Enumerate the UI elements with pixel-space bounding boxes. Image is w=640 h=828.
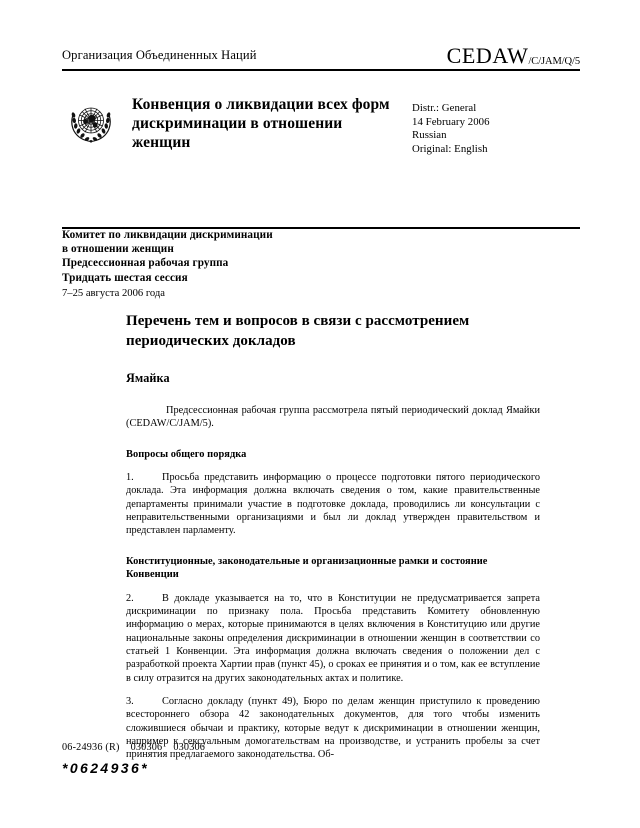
paragraph-1-number: 1.: [126, 472, 134, 483]
distribution-type: Distr.: General: [412, 102, 477, 114]
paragraph-2-text: В докладе указывается на то, что в Конституции не предусматривается запрета дискриминации по признаку пола. Просьба представить Комитету обновленную информацию о мерах, которые принимаются в целях включения в Конституцию или другие национальные законы определения дискриминации в отношении женщин в соответствии со статьей 1 Конвенции. Эта информация должна включать сведения о положении дел с разработкой проекта Хартии прав (пункт 45), о сроках ее принятия и о том, как ее вступление в силу отразится на других законодательных актах и политике.: [126, 592, 540, 684]
committee-name-line1: Комитет по ликвидации дискриминации: [62, 229, 273, 241]
section-heading-general: Вопросы общего порядка: [126, 448, 247, 460]
paragraph-3-number: 3.: [126, 695, 134, 707]
committee-working-group: Предсессионная рабочая группа: [62, 257, 229, 270]
paragraph-2-number: 2.: [126, 592, 134, 604]
convention-title: Конвенция о ликвидации всех форм дискриминации в отношении женщин: [132, 96, 390, 151]
masthead-divider: [62, 69, 580, 71]
un-emblem-icon: [65, 100, 117, 146]
paragraph-2: [126, 592, 540, 685]
document-symbol-suffix: /C/JAM/Q/5: [528, 56, 580, 67]
job-number: 06-24936 (R) 030306 030306: [62, 742, 206, 753]
distribution-date: 14 February 2006: [412, 115, 490, 128]
organization-name: Организация Объединенных Наций: [62, 48, 257, 62]
masthead-body: [62, 78, 580, 156]
masthead: [62, 43, 580, 156]
document-symbol-main: CEDAW: [446, 43, 529, 68]
page-footer: [62, 742, 580, 776]
distribution-info: [412, 102, 490, 156]
paragraph-1-text: Просьба представить информацию о процессе подготовки пятого периодического доклада. Эта информация должна включать сведения о том, какие правительственные департаменты принимали участие в подготовке доклада, проводились ли консультации с неправительственными организациями и был ли доклад утвержден правительством и представлен парламенту.: [126, 472, 540, 537]
committee-dates: 7–25 августа 2006 года: [62, 287, 165, 299]
committee-header: [62, 228, 462, 300]
distribution-original: Original: English: [412, 142, 488, 155]
committee-name-line2: в отношении женщин: [62, 243, 174, 256]
paragraph-1: [126, 471, 540, 538]
barcode-text: *0624936*: [62, 760, 149, 776]
distribution-language: Russian: [412, 129, 447, 142]
document-symbol: [447, 43, 580, 69]
page-title: Перечень тем и вопросов в связи с рассмотрением периодических докладов: [126, 313, 470, 349]
lead-paragraph: Предсессионная рабочая группа рассмотрела пятый периодический доклад Ямайки (CEDAW/C/JAM/5).: [126, 405, 540, 430]
masthead-top-row: [62, 43, 580, 68]
section-heading-constitutional: Конституционные, законодательные и организационные рамки и состояние Конвенции: [126, 555, 488, 581]
paragraph-3-text: Согласно докладу (пункт 49), Бюро по делам женщин приступило к проведению всестороннего обзора 42 законодательных документов, для того чтобы изменить сложившиеся обычаи и практику, которые ведут к дискриминации в отношении женщин, например к сексуальным домогательствам на производстве, и устранить пробелы за счет принятия предлагаемого законодательства. Об-: [126, 695, 540, 761]
country-name: Ямайка: [126, 371, 170, 385]
document-content: [126, 312, 540, 762]
committee-session: Тридцать шестая сессия: [62, 271, 188, 284]
